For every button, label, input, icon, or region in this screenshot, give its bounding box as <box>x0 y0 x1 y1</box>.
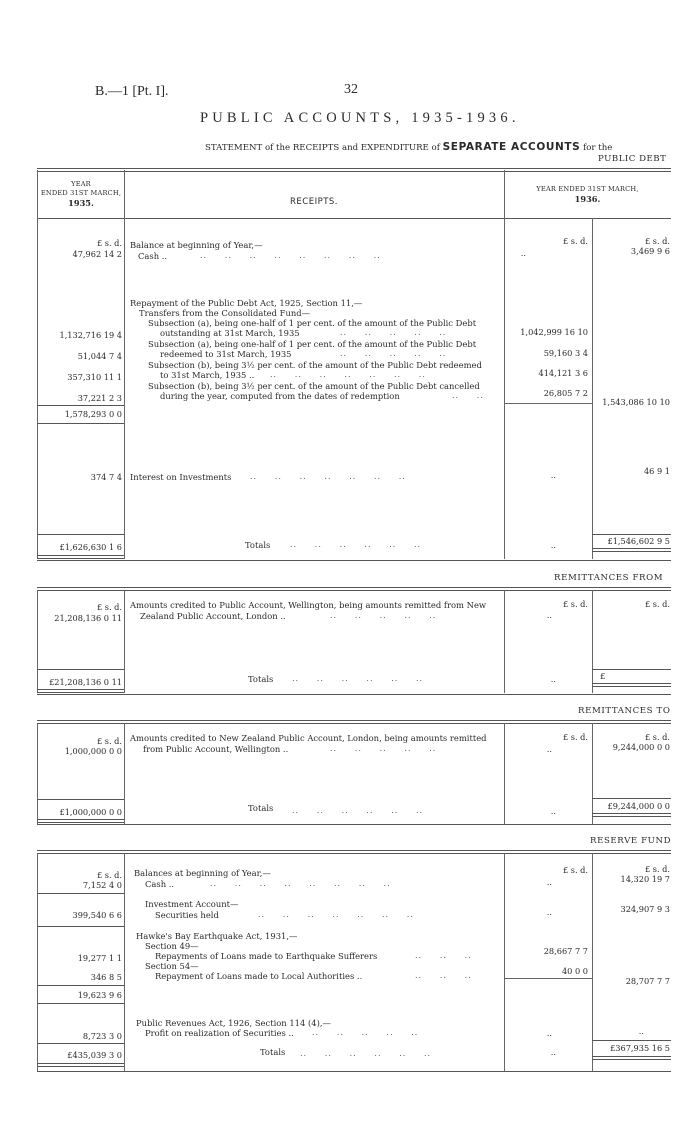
reserve-totals-label: Totals <box>260 1047 286 1057</box>
statement-line2: PUBLIC DEBT <box>598 154 667 164</box>
remit-from-currency-cur: £ s. d. <box>644 599 670 609</box>
remit-to-line-2: from Public Account, Wellington .. <box>143 744 289 754</box>
balance-prev: 47,962 14 2 <box>72 249 122 259</box>
remit-to-currency-prev: £ s. d. <box>96 736 122 746</box>
remit-from-currency-sub: £ s. d. <box>562 599 588 609</box>
balance-cur: 3,469 9 6 <box>630 246 670 256</box>
repayment-sub-1: 1,042,999 16 10 <box>520 327 588 337</box>
repayment-line-3: Subsection (a), being one-half of 1 per cent. of the amount of the Public Debt <box>148 339 477 349</box>
repayment-line-7: Subsection (b), being 3½ per cent. of the amount of the Public Debt cancelled <box>148 381 480 391</box>
remit-from-prev: 21,208,136 0 11 <box>54 613 122 623</box>
page-title: PUBLIC ACCOUNTS, 1935-1936. <box>200 110 520 126</box>
remit-from-totals-label: Totals <box>248 674 274 684</box>
reserve-currency-cur: £ s. d. <box>644 864 670 874</box>
totals-cur: £1,546,602 9 5 <box>607 536 670 546</box>
remit-to-line-1: Amounts credited to New Zealand Public Account, London, being amounts remitted <box>130 733 487 743</box>
remit-to-prev: 1,000,000 0 0 <box>64 746 122 756</box>
section-49-item: Repayments of Loans made to Earthquake Sufferers <box>155 951 378 961</box>
repayment-line-6: to 31st March, 1935 .. <box>160 370 255 380</box>
currency-header-cur: £ s. d. <box>644 236 670 246</box>
remit-from-currency-prev: £ s. d. <box>96 602 122 612</box>
reserve-fund-heading: RESERVE FUND <box>590 836 672 846</box>
remit-to-totals-label: Totals <box>248 803 274 813</box>
statement-heading <box>205 141 612 153</box>
repayment-sub-3: 414,121 3 6 <box>538 368 588 378</box>
prev-year-label-1: YEAR <box>71 180 91 188</box>
totals-prev: £1,626,630 1 6 <box>59 542 122 552</box>
remit-to-totals-prev: £1,000,000 0 0 <box>59 807 122 817</box>
remit-from-totals-sub: .. <box>550 674 556 684</box>
remit-from-line-1: Amounts credited to Public Account, Wellington, being amounts remitted from New <box>130 600 487 610</box>
repayment-line-4: redeemed to 31st March, 1935 <box>160 349 292 359</box>
hawkes-bay-label: Hawke's Bay Earthquake Act, 1931,— <box>136 931 298 941</box>
hawkes-bay-prev-total: 19,623 9 6 <box>77 990 122 1000</box>
public-revenues-cur: .. <box>638 1026 644 1036</box>
balance-cash-label: Cash .. <box>138 251 168 261</box>
repayment-prev-1: 1,132,716 19 4 <box>59 330 122 340</box>
document-reference: B.—1 [Pt. I]. <box>95 84 169 99</box>
totals-sub: .. <box>550 540 556 550</box>
public-revenues-label: Public Revenues Act, 1926, Section 114 (4),— <box>136 1018 331 1028</box>
remittances-from-heading: REMITTANCES FROM <box>554 573 664 583</box>
reserve-totals-prev: £435,039 3 0 <box>67 1050 122 1060</box>
prev-year-label-3: 1935. <box>68 198 94 208</box>
reserve-cash-sub: .. <box>546 877 552 887</box>
remit-to-totals-sub: .. <box>550 806 556 816</box>
repayment-sub-4: 26,805 7 2 <box>543 388 588 398</box>
reserve-totals-sub: .. <box>550 1047 556 1057</box>
reserve-investment-label: Investment Account— <box>145 899 239 909</box>
interest-label: Interest on Investments <box>130 472 232 482</box>
page-number: 32 <box>344 82 358 97</box>
hawkes-bay-cur-total: 28,707 7 7 <box>625 976 670 986</box>
repayment-cur-total: 1,543,086 10 10 <box>602 397 670 407</box>
reserve-investment-sub: .. <box>546 907 552 917</box>
section-49-prev: 19,277 1 1 <box>77 953 122 963</box>
statement-post: for the <box>583 143 613 153</box>
remit-to-currency-sub: £ s. d. <box>562 732 588 742</box>
repayment-line-5: Subsection (b), being 3½ per cent. of the amount of the Public Debt redeemed <box>148 360 482 370</box>
reserve-investment-cur: 324,907 9 3 <box>620 904 670 914</box>
reserve-investment-prev: 399,540 6 6 <box>72 910 122 920</box>
prev-year-label-2: ENDED 31ST MARCH, <box>40 189 122 197</box>
repayment-prev-total: 1,578,293 0 0 <box>64 409 122 419</box>
repayment-title: Repayment of the Public Debt Act, 1925, Section 11,— <box>130 298 363 308</box>
receipts-heading: RECEIPTS. <box>289 197 338 207</box>
public-revenues-prev: 8,723 3 0 <box>82 1031 122 1041</box>
section-54-label: Section 54— <box>145 961 199 971</box>
remit-to-currency-cur: £ s. d. <box>644 732 670 742</box>
reserve-currency-prev: £ s. d. <box>96 870 122 880</box>
reserve-cash-cur: 14,320 19 7 <box>620 874 670 884</box>
remit-from-sub: .. <box>546 610 552 620</box>
repayment-prev-4: 37,221 2 3 <box>77 393 122 403</box>
section-49-label: Section 49— <box>145 941 199 951</box>
interest-prev: 374 7 4 <box>90 472 122 482</box>
repayment-prev-2: 51,044 7 4 <box>77 351 122 361</box>
section-54-item: Repayment of Loans made to Local Authorities .. <box>155 971 363 981</box>
reserve-cash-prev: 7,152 4 0 <box>82 880 122 890</box>
statement-pre: STATEMENT of the RECEIPTS and EXPENDITURE of <box>205 143 440 153</box>
remittances-to-heading: REMITTANCES TO <box>578 706 671 716</box>
remit-from-totals-prev: £21,208,136 0 11 <box>49 677 122 687</box>
public-revenues-sub: .. <box>546 1028 552 1038</box>
repayment-line-1: Subsection (a), being one-half of 1 per cent. of the amount of the Public Debt <box>148 318 477 328</box>
reserve-currency-sub: £ s. d. <box>562 865 588 875</box>
repayment-line-8: during the year, computed from the dates of redemption <box>160 391 400 401</box>
section-54-sub: 40 0 0 <box>561 966 588 976</box>
remit-to-sub: .. <box>546 744 552 754</box>
repayment-prev-3: 357,310 11 1 <box>67 372 122 382</box>
repayment-transfers: Transfers from the Consolidated Fund— <box>139 308 310 318</box>
remit-from-totals-cur: £ <box>600 671 606 681</box>
remit-to-totals-cur: £9,244,000 0 0 <box>607 801 670 811</box>
statement-bold: SEPARATE ACCOUNTS <box>442 141 581 153</box>
reserve-securities-label: Securities held <box>155 910 219 920</box>
repayment-line-2: outstanding at 31st March, 1935 <box>160 328 300 338</box>
totals-label: Totals <box>245 540 271 550</box>
balance-label: Balance at beginning of Year,— <box>130 240 263 250</box>
cur-year-label-1: YEAR ENDED 31ST MARCH, <box>536 185 639 193</box>
section-54-prev: 346 8 5 <box>90 972 122 982</box>
repayment-sub-2: 59,160 3 4 <box>543 348 588 358</box>
reserve-balance-label: Balances at beginning of Year,— <box>134 868 271 878</box>
interest-cur: 46 9 1 <box>643 466 670 476</box>
interest-sub: .. <box>550 470 556 480</box>
balance-sub: .. <box>520 248 526 258</box>
reserve-cash-label: Cash .. <box>145 879 175 889</box>
reserve-totals-cur: £367,935 16 5 <box>610 1043 670 1053</box>
public-revenues-item: Profit on realization of Securities .. <box>145 1028 294 1038</box>
currency-header-sub: £ s. d. <box>562 236 588 246</box>
currency-header-prev: £ s. d. <box>96 238 122 248</box>
remit-to-cur: 9,244,000 0 0 <box>612 742 670 752</box>
section-49-sub: 28,667 7 7 <box>543 946 588 956</box>
remit-from-line-2: Zealand Public Account, London .. <box>140 611 286 621</box>
cur-year-label-2: 1936. <box>574 194 601 204</box>
